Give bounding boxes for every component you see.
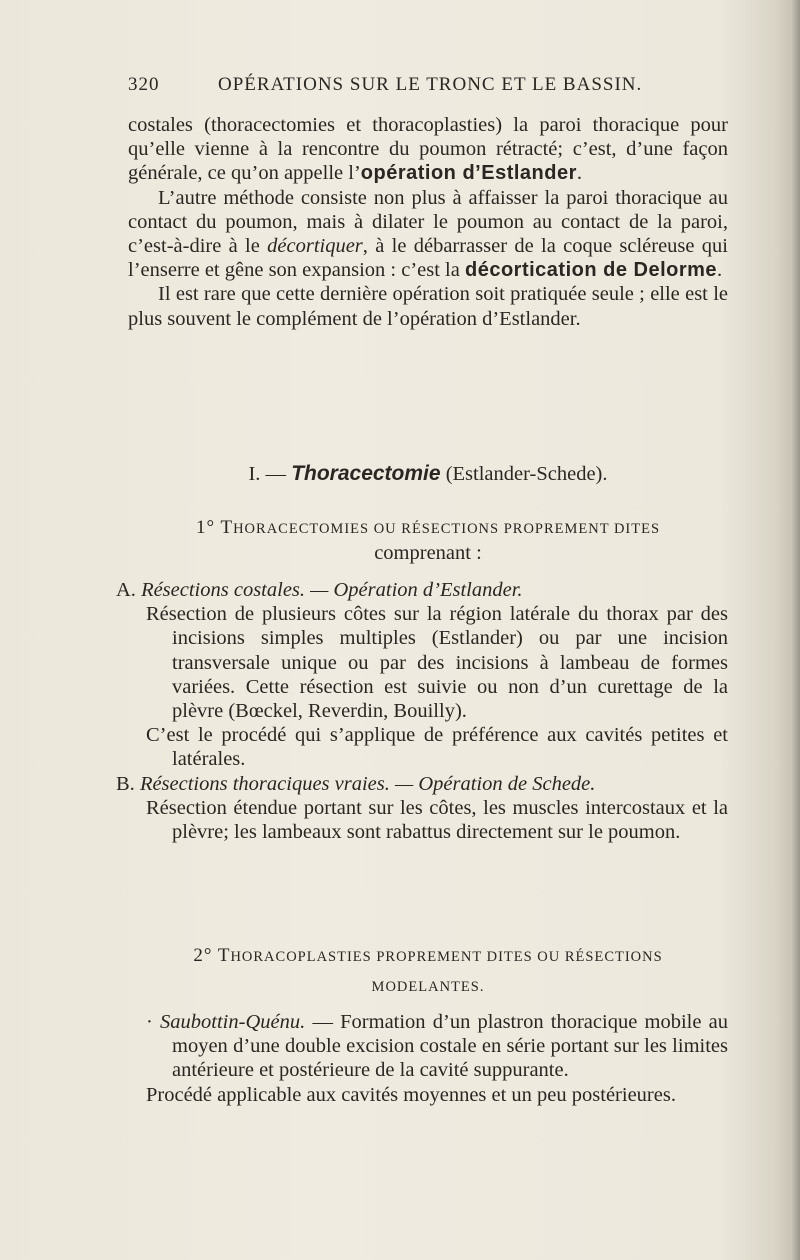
subsection-1-title [128, 516, 728, 541]
section-1-heading [128, 462, 728, 486]
item-saubottin [146, 1010, 728, 1083]
item-saubottin-title: Saubottin-Quénu. [160, 1011, 306, 1033]
running-header [128, 74, 728, 102]
operation-estlander-term: opération d’Estlander [360, 162, 577, 185]
subsection-2-num: 2° [193, 945, 218, 966]
subsection-2-initial: T [217, 945, 231, 966]
item-bullet: · [146, 1011, 161, 1033]
subsection-1-caps: HORACECTOMIES OU RÉSECTIONS PROPREMENT DITES [233, 521, 661, 537]
subsection-1-initial: T [220, 517, 234, 538]
item-a-heading [116, 578, 728, 602]
section-1-numeral: I. — [248, 463, 292, 485]
item-a-body: Résection de plusieurs côtes sur la région latérale du thorax par des incisions simples multiples (Estlander) ou par une incision transversale unique ou par des incisions à lambeau de formes variées. Cette résection est suivie ou non d’un curettage de la plèvre (Bœckel, Reverdin, Bouilly). [146, 603, 728, 723]
item-saubottin-body: — Formation d’un plastron thoracique mobile au moyen d’une double excision costale en série portant sur les limites antérieure et postérieure de la cavité suppurante. [172, 1011, 728, 1082]
subsection-1-heading [128, 516, 728, 565]
subsection-2-title-line2: MODELANTES. [371, 979, 485, 996]
intro-block [128, 113, 728, 331]
subsection-2-caps: HORACOPLASTIES PROPREMENT DITES OU RÉSECTIONS [230, 949, 663, 965]
intro-paragraph-3: Il est rare que cette dernière opération soit pratiquée seule ; elle est le plus souvent le complément de l’opération d’Estlander. [128, 283, 728, 330]
subsection-1-line2: comprenant : [374, 542, 482, 565]
item-a-title: Résections costales. — Opération d’Estlander. [141, 579, 523, 601]
subsection-2-title [128, 944, 728, 969]
section-1-title: Thoracectomie [291, 462, 441, 485]
intro-p1-text: costales (thoracectomies et thoracoplasties) la paroi thoracique pour qu’elle vienne à la rencontre du poumon rétracté; c’est, d’une façon générale, ce qu’on appelle l’ [128, 114, 728, 185]
subsection-1-body [116, 578, 728, 844]
intro-p2-text: L’autre méthode consiste non plus à affaisser la paroi thoracique au contact du poumon, mais à dilater le poumon au contact de la paroi, c’est-à-dire à le [128, 186, 728, 258]
item-a-letter: A. [116, 579, 142, 601]
item-b-heading [116, 772, 728, 796]
item-a-note: C’est le procédé qui s’applique de préférence aux cavités petites et latérales. [146, 724, 728, 771]
running-title: OPÉRATIONS SUR LE TRONC ET LE BASSIN. [218, 74, 643, 95]
item-b-body: Résection étendue portant sur les côtes, les muscles intercostaux et la plèvre; les lambeaux sont rabattus directement sur le poumon. [146, 796, 728, 844]
item-saubottin-note: Procédé applicable aux cavités moyennes et un peu postérieures. [146, 1083, 676, 1106]
intro-p2-text2: , à le débarrasser de la coque scléreuse qui l’enserre et gêne son expansion : c’est la [128, 235, 728, 282]
intro-paragraph-1: costales (thoracectomies et thoracoplasties) la paroi thoracique pour qu’elle vienne à la rencontre du poumon rétracté; c’est, d’une façon générale, ce qu’on appelle l’opération d’Estlander. [128, 114, 728, 185]
page-number: 320 [128, 74, 160, 95]
subsection-2-heading [128, 944, 728, 999]
section-1-suffix: (Estlander-Schede). [440, 463, 608, 485]
subsection-2-body [128, 1010, 728, 1107]
intro-paragraph-2: L’autre méthode consiste non plus à affaisser la paroi thoracique au contact du poumon, mais à dilater le poumon au contact de la paroi, c’est-à-dire à le décortiquer, à le débarrasser de la coque scléreuse qui l’enserre et gêne son expansion : c’est la décortication de Delorme. [128, 186, 728, 282]
decortication-delorme-term: décortication de Delorme [464, 259, 718, 282]
item-b-letter: B. [116, 772, 140, 795]
subsection-1-num: 1° [195, 517, 221, 538]
decortiquer-term: décortiquer [267, 235, 363, 258]
item-b-title: Résections thoraciques vraies. — Opération de Schede. [139, 772, 596, 795]
page-edge [790, 0, 800, 1260]
